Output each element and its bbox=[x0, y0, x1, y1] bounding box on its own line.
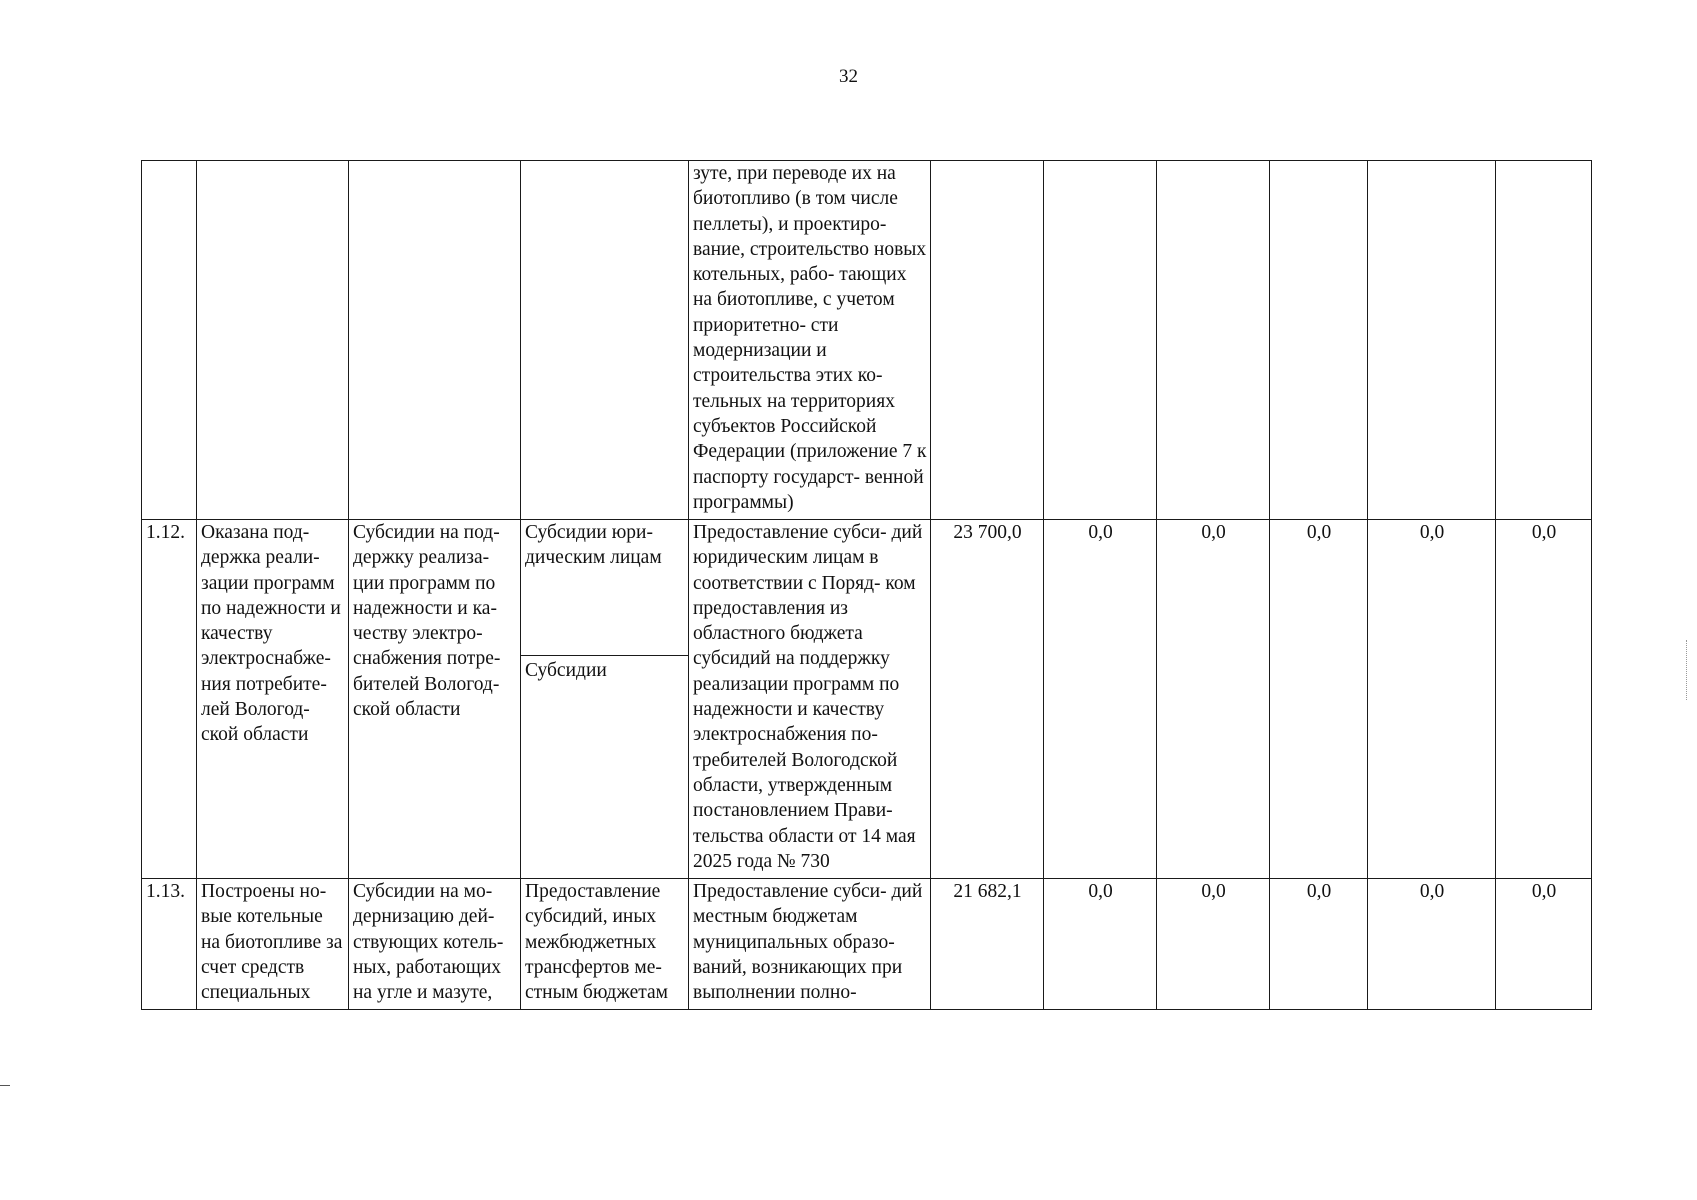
value-cell: 0,0 bbox=[1368, 879, 1496, 1010]
program-table bbox=[141, 160, 1592, 1010]
type-cell-top: Субсидии юри- дическим лицам bbox=[525, 522, 662, 569]
cell-value bbox=[1044, 161, 1157, 520]
result-cell: Построены но- вые котельные на биотопливе за счет средств специальных bbox=[197, 879, 349, 1010]
cell-value bbox=[1157, 161, 1270, 520]
value-cell: 0,0 bbox=[1044, 520, 1157, 879]
description-cell: Предоставление субси- дий местным бюджетам муниципальных образо- ваний, возникающих при выполнении полно- bbox=[689, 879, 931, 1010]
scan-margin-mark bbox=[1686, 640, 1688, 700]
page-number: 32 bbox=[839, 66, 858, 87]
row-number: 1.13. bbox=[142, 879, 197, 1010]
row-number: 1.12. bbox=[142, 520, 197, 879]
value-cell: 21 682,1 bbox=[931, 879, 1044, 1010]
value-cell: 23 700,0 bbox=[931, 520, 1044, 879]
type-cell: Предоставление субсидий, иных межбюджетных трансфертов ме- стным бюджетам bbox=[521, 879, 689, 1010]
table-row bbox=[142, 520, 1592, 879]
value-cell: 0,0 bbox=[1270, 879, 1368, 1010]
cell-value bbox=[1368, 161, 1496, 520]
cell-num bbox=[142, 161, 197, 520]
continuation-row bbox=[142, 161, 1592, 520]
value-cell: 0,0 bbox=[1368, 520, 1496, 879]
description-cell: Предоставление субси- дий юридическим лицам в соответствии с Поряд- ком предоставления из областного бюджета субсидий на поддержку реализации программ по надежности и качеству электроснабжения по- требителей Вологодской области, утвержденным постановлением Прави- тельства области от 14 мая 2025 года № 730 bbox=[689, 520, 931, 879]
cell-result bbox=[197, 161, 349, 520]
value-cell: 0,0 bbox=[1044, 879, 1157, 1010]
cell-type bbox=[521, 161, 689, 520]
cell-value bbox=[931, 161, 1044, 520]
value-cell: 0,0 bbox=[1157, 520, 1270, 879]
table-row bbox=[142, 879, 1592, 1010]
cell-value bbox=[1270, 161, 1368, 520]
cell-description: зуте, при переводе их на биотопливо (в том числе пеллеты), и проектиро- вание, строительство новых котельных, рабо- тающих на биотопливе, с учетом приоритетно- сти модернизации и строительства этих ко- тельных на территориях субъектов Российской Федерации (приложение 7 к паспорту государст- венной программы) bbox=[689, 161, 931, 520]
type-cell-bottom: Субсидии bbox=[521, 655, 688, 683]
value-cell: 0,0 bbox=[1157, 879, 1270, 1010]
scan-margin-mark bbox=[0, 1085, 10, 1086]
type-cell bbox=[521, 520, 689, 879]
measure-cell: Субсидии на мо- дернизацию дей- ствующих котель- ных, работающих на угле и мазуте, bbox=[349, 879, 521, 1010]
value-cell: 0,0 bbox=[1270, 520, 1368, 879]
cell-measure bbox=[349, 161, 521, 520]
result-cell: Оказана под- держка реали- зации программ по надежности и качеству электроснабже- ния потребите- лей Вологод- ской области bbox=[197, 520, 349, 879]
value-cell: 0,0 bbox=[1496, 520, 1592, 879]
value-cell: 0,0 bbox=[1496, 879, 1592, 1010]
cell-value bbox=[1496, 161, 1592, 520]
measure-cell: Субсидии на под- держку реализа- ции программ по надежности и ка- честву электро- снабжения потре- бителей Вологод- ской области bbox=[349, 520, 521, 879]
